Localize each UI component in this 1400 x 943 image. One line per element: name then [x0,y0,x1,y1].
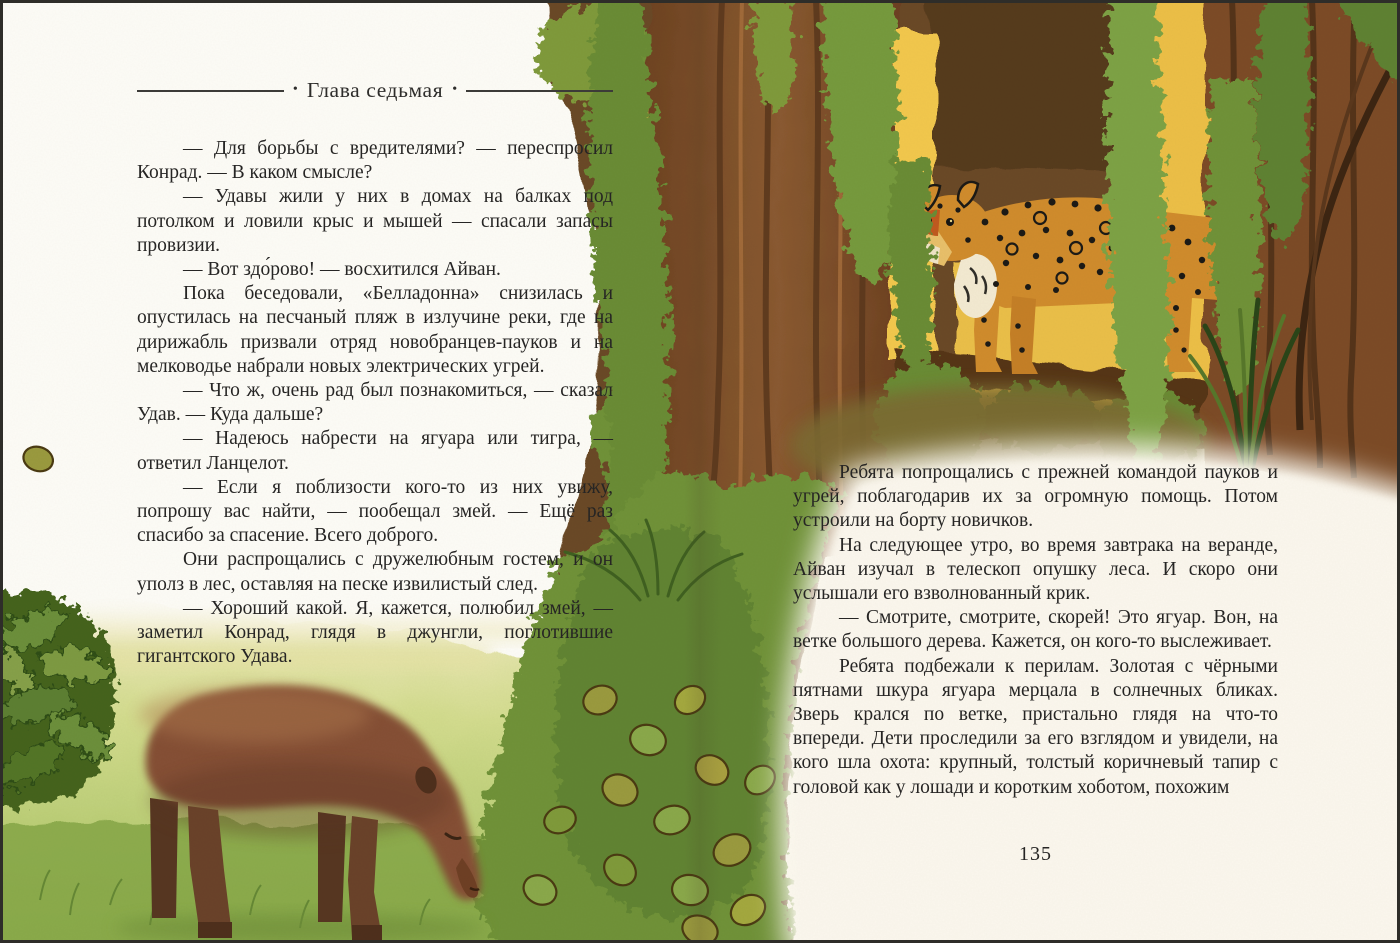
paragraph: — Если я поблизости кого-то из них увижу, попрошу вас найти, — пообещал змей. — Ещё раз спасибо за спасение. Всего доброго. [137,476,613,547]
left-page-text [137,137,613,669]
paragraph: — Надеюсь набрести на ягуара или тигра, — ответил Ланцелот. [137,428,613,474]
paragraph: — Вот здо́рово! — восхитился Айван. [183,259,501,281]
header-dot-left: • [292,81,298,97]
paragraph: — Для борьбы с вредителями? — переспросил Конрад. — В каком смысле? [137,138,613,184]
header-rule-right [466,90,613,92]
chapter-header [137,78,613,103]
paragraph: — Что ж, очень рад был познакомиться, — сказал Удав. — Куда дальше? [137,380,613,426]
right-page-text [793,461,1278,800]
page-number: 135 [1019,843,1052,865]
header-dot-right: • [452,81,458,97]
paragraph: Пока беседовали, «Белладонна» снизилась и опустилась на песчаный пляж в излучине реки, где на дирижабль призвали отряд новобранцев-пауков и на мелководье набрали новых электрических угрей. [137,283,613,377]
paragraph: Ребята подбежали к перилам. Золотая с чёрными пятнами шкура ягуара мерцала в солнечных бликах. Зверь крался по ветке, пристально глядя на что-то впереди. Дети проследили за его взглядом и увидели, на кого шла охота: крупный, толстый коричневый тапир с головой как у лошади и коротким хоботом, похожим [793,655,1278,798]
paragraph: На следующее утро, во время завтрака на веранде, Айван изучал в телескоп опушку леса. И скоро они услышали его взволнованный крик. [793,534,1278,605]
chapter-title: Глава седьмая [306,78,444,102]
paragraph: — Хороший какой. Я, кажется, полюбил змей, — заметил Конрад, глядя в джунгли, поглотившие гигантского Удава. [137,597,613,668]
paragraph: — Удавы жили у них в домах на балках под потолком и ловили крыс и мышей — спасали запасы провизии. [137,186,613,256]
paragraph: — Смотрите, смотрите, скорей! Это ягуар. Вон, на ветке большого дерева. Кажется, он кого-то выслеживает. [793,607,1278,653]
header-rule-left [137,90,284,92]
paragraph: Ребята попрощались с прежней командой пауков и угрей, поблагодарив их за огромную помощь. Потом устроили на борту новичков. [793,462,1278,532]
paragraph: Они распрощались с дружелюбным гостем, и он уполз в лес, оставляя на песке извилистый след. [137,549,613,595]
